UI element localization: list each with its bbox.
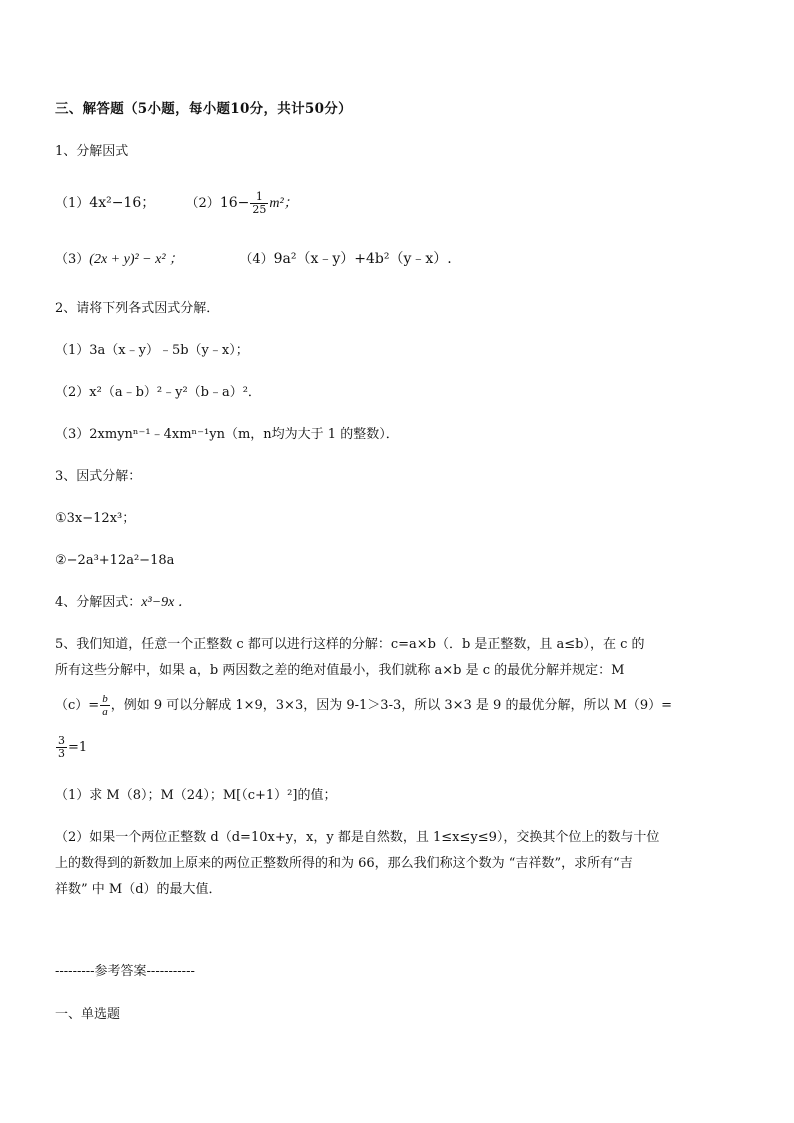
q1-part2-label: （2） (185, 196, 220, 211)
question-1-title: 1、分解因式 (55, 144, 129, 159)
question-3-part-1: ①3x−12x³； (55, 511, 136, 526)
question-4-expr: x³−9x ． (141, 595, 192, 610)
q5-line4-tail: =1 (68, 740, 88, 755)
question-3-part-2: ②−2a³+12a²−18a (55, 553, 175, 568)
answer-divider: ---------参考答案----------- (55, 964, 195, 979)
fraction-denominator: 25 (252, 203, 267, 216)
fraction-numerator: 1 (250, 191, 268, 204)
question-3-title: 3、因式分解： (55, 469, 142, 484)
question-2-part-3: （3）2xmynⁿ⁻¹﹣4xmⁿ⁻¹yn（m，n均为大于 1 的整数）． (55, 427, 399, 442)
question-1-row-1 (55, 191, 298, 216)
question-5-subpart-1: （1）求 M（8）；M（24）；M[（c+1）²]的值； (55, 788, 337, 803)
section-heading: 三、解答题（5小题，每小题10分，共计50分） (55, 101, 352, 117)
q1-part3-expr: (2x + y)² − x² ； (89, 252, 184, 267)
q1-part4-expr: 9a²（x﹣y）+4b²（y﹣x）. (273, 251, 452, 267)
question-4-title: 4、分解因式： (55, 595, 142, 610)
question-4 (55, 593, 192, 613)
question-5-line-3 (55, 693, 672, 718)
q1-part2-lead: 16− (219, 195, 250, 211)
question-2-part-1: （1）3a（x﹣y）﹣5b（y﹣x）； (55, 343, 249, 358)
question-5-subpart-2-line-3: 祥数” 中 M（d）的最大值． (55, 882, 222, 897)
q1-part1-expr: 4x²−16； (89, 195, 156, 211)
q5-line3-fraction (100, 693, 110, 718)
q1-part2-tail: m²； (269, 196, 298, 211)
question-5-line-1: 5、我们知道，任意一个正整数 c 都可以进行这样的分解：c=a×b（．b 是正整数，且 a≤b），在 c 的 (55, 637, 645, 652)
q1-part2-fraction (250, 191, 268, 216)
question-5-subpart-2-line-1: （2）如果一个两位正整数 d（d=10x+y，x，y 都是自然数，且 1≤x≤y≤9），交换其个位上的数与十位 (55, 830, 660, 845)
fraction-numerator: 3 (58, 734, 65, 747)
question-5-subpart-2-line-2: 上的数得到的新数加上原来的两位正整数所得的和为 66，那么我们称这个数为 “吉祥数”，求所有“吉 (55, 856, 633, 871)
question-5-line-2: 所有这些分解中，如果 a，b 两因数之差的绝对值最小，我们就称 a×b 是 c 的最优分解并规定：M (55, 663, 625, 678)
answer-section-heading: 一、单选题 (55, 1007, 121, 1022)
q5-line3-tail: ，例如 9 可以分解成 1×9，3×3，因为 9-1＞3-3，所以 3×3 是 9 的最优分解，所以 M（9）= (110, 698, 673, 713)
question-2-title: 2、请将下列各式因式分解． (55, 301, 220, 316)
q1-part1-label: （1） (55, 196, 90, 211)
fraction-denominator: a (102, 706, 108, 718)
q5-line3-lead: （c）= (55, 698, 100, 713)
q5-line4-fraction (56, 735, 67, 760)
fraction-denominator: 3 (58, 747, 65, 760)
q1-part4-label: （4） (239, 252, 274, 267)
question-5-line-4 (55, 735, 87, 760)
question-2-part-2: （2）x²（a﹣b）²﹣y²（b﹣a）²． (55, 385, 261, 400)
question-1-row-2 (55, 249, 452, 270)
fraction-numerator: b (102, 693, 108, 705)
q1-part3-label: （3） (55, 252, 90, 267)
